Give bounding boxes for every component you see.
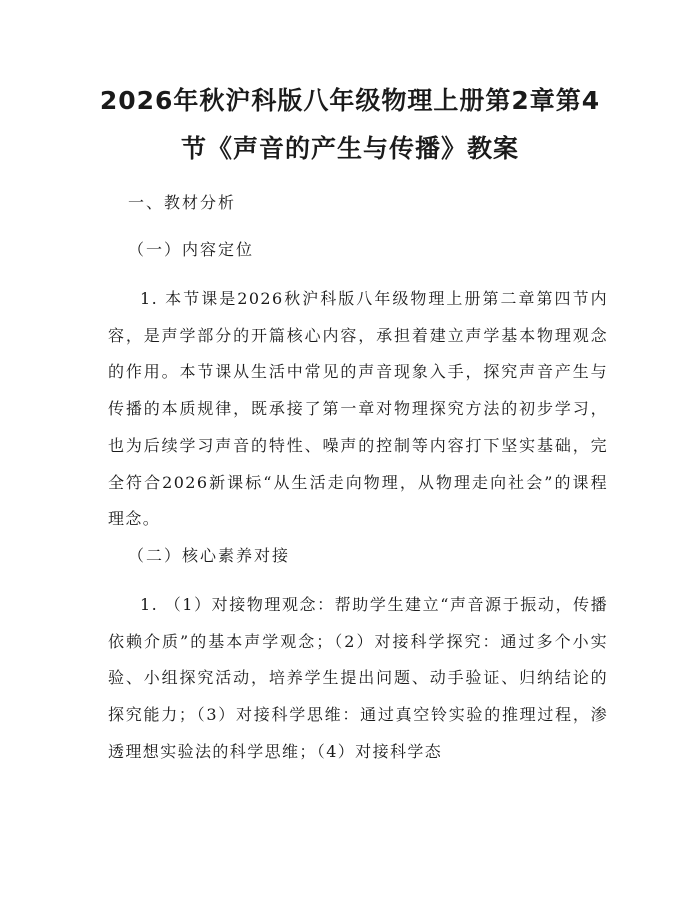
- subsection-heading-core-literacy: （二）核心素养对接: [128, 546, 291, 565]
- section-heading-textbook-analysis: 一、教材分析: [128, 193, 237, 212]
- subsection-heading-content-positioning: （一）内容定位: [128, 240, 255, 259]
- paragraph-core-literacy: 1. （1）对接物理观念：帮助学生建立“声音源于振动，传播依赖介质”的基本声学观念；（2）对接科学探究：通过多个小实验、小组探究活动，培养学生提出问题、动手验证、归纳结论的探究能力；（3）对接科学思维：通过真空铃实验的推理过程，渗透理想实验法的科学思维；（4）对接科学态: [108, 595, 608, 761]
- paragraph-content-positioning: 1. 本节课是2026秋沪科版八年级物理上册第二章第四节内容，是声学部分的开篇核心内容，承担着建立声学基本物理观念的作用。本节课从生活中常见的声音现象入手，探究声音产生与传播的本质规律，既承接了第一章对物理探究方法的初步学习，也为后续学习声音的特性、噪声的控制等内容打下坚实基础，完全符合2026新课标“从生活走向物理，从物理走向社会”的课程理念。: [108, 289, 608, 529]
- document-title-line-2: 节《声音的产生与传播》教案: [180, 134, 519, 163]
- document-title-line-1: 2026年秋沪科版八年级物理上册第2章第4: [99, 86, 601, 115]
